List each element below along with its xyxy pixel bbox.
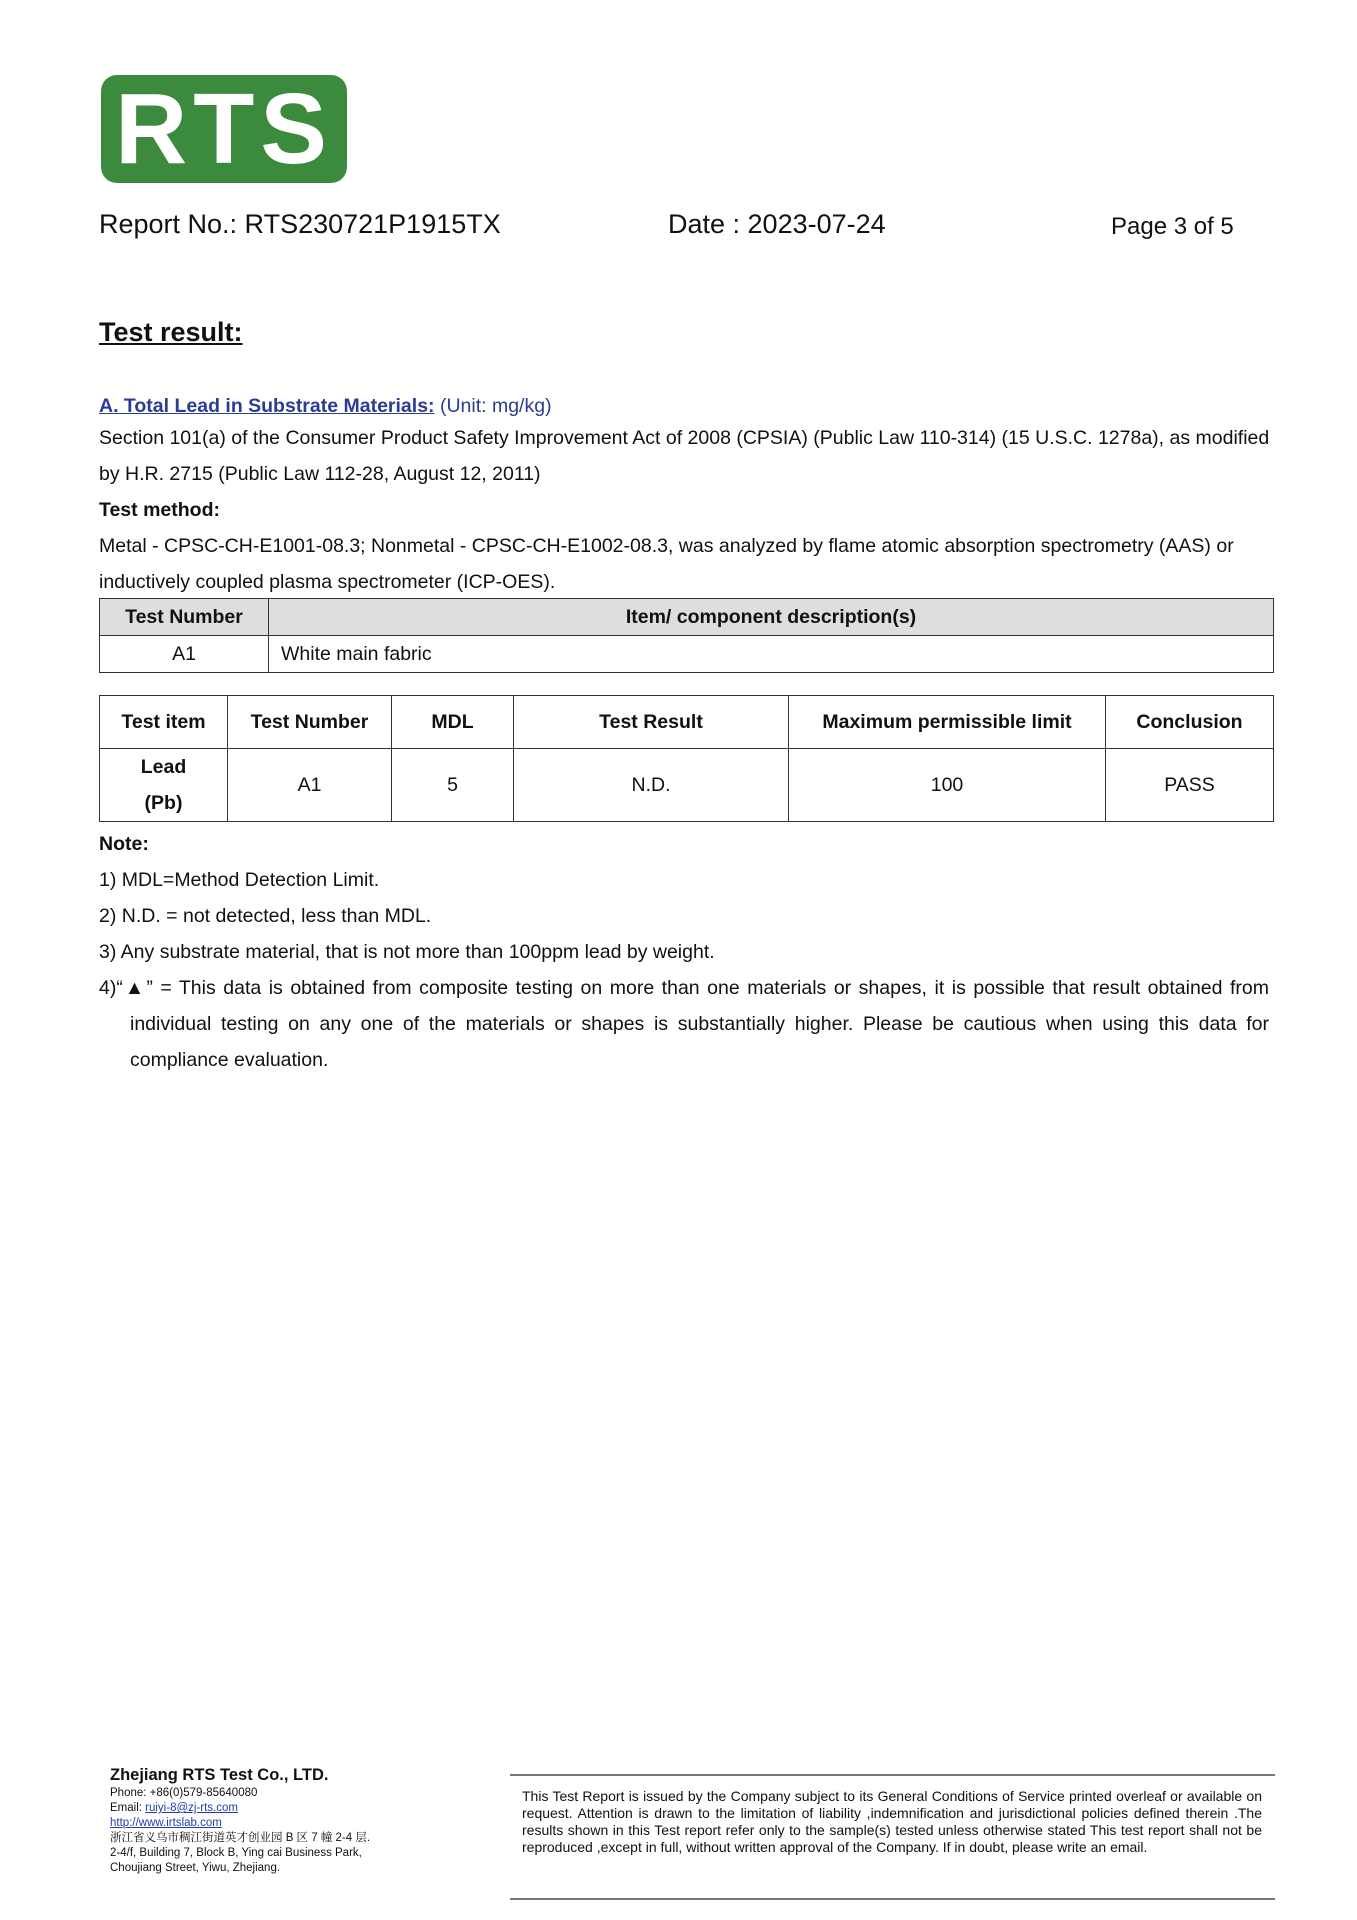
test-item-name: Lead	[140, 756, 187, 778]
footer-email-label: Email:	[110, 1802, 146, 1814]
col-max-limit: Maximum permissible limit	[789, 696, 1106, 749]
footer-contact	[110, 1764, 370, 1876]
col-test-number: Test Number	[228, 696, 392, 749]
result-table	[99, 695, 1274, 822]
report-date: Date : 2023-07-24	[668, 209, 886, 239]
notes-label: Note:	[99, 833, 149, 855]
footer-top-rule	[510, 1774, 1275, 1776]
test-method-label: Test method:	[99, 499, 220, 521]
regulation-text: Section 101(a) of the Consumer Product Safety Improvement Act of 2008 (CPSIA) (Public Law 110-314) (15 U.S.C. 1278a), as modified by H.R. 2715 (Public Law 112-28, August 12, 2011)	[99, 427, 1270, 485]
note-item: 4)“▲” = This data is obtained from composite testing on more than one materials or shapes, it is possible that result obtained from individual testing on any one of the materials or shapes is substantially higher. Please be cautious when using this data for compliance evaluation.	[99, 977, 1269, 1071]
footer-email-link[interactable]: ruiyi-8@zj-rts.com	[145, 1802, 238, 1814]
footer-company-name: Zhejiang RTS Test Co., LTD.	[110, 1766, 329, 1784]
result-mdl: 5	[392, 749, 514, 822]
result-limit: 100	[789, 749, 1106, 822]
section-a-unit: (Unit: mg/kg)	[434, 395, 552, 417]
page-title: Test result:	[99, 317, 243, 347]
page-indicator: Page 3 of 5	[1111, 213, 1234, 240]
footer-phone: Phone: +86(0)579-85640080	[110, 1787, 258, 1799]
footer-address-cn: 浙江省义乌市稠江街道英才创业园 B 区 7 幢 2-4 层.	[110, 1832, 371, 1844]
report-number: Report No.: RTS230721P1915TX	[99, 209, 501, 239]
rts-logo: RTS	[101, 75, 347, 183]
col-item-description: Item/ component description(s)	[269, 599, 1274, 636]
col-conclusion: Conclusion	[1106, 696, 1274, 749]
footer-address-en-2: Choujiang Street, Yiwu, Zhejiang.	[110, 1862, 281, 1874]
note-item: 3) Any substrate material, that is not more than 100ppm lead by weight.	[99, 941, 715, 963]
table-row	[100, 636, 1274, 673]
section-a-heading	[99, 388, 1279, 424]
footer-email-line	[110, 1801, 370, 1816]
result-value: N.D.	[514, 749, 789, 822]
section-a-title: A. Total Lead in Substrate Materials:	[99, 395, 435, 417]
col-test-result: Test Result	[514, 696, 789, 749]
col-mdl: MDL	[392, 696, 514, 749]
sample-table	[99, 598, 1274, 673]
sample-table-header	[100, 599, 1274, 636]
footer-disclaimer: This Test Report is issued by the Company subject to its General Conditions of Service printed overleaf or available on request. Attention is drawn to the limitation of liability ,indemnification and jurisdictional policies defined therein .The results shown in this Test report refer only to the sample(s) tested unless otherwise stated This test report shall not be reproduced ,except in full, without written approval of the Company. If in doubt, please write an email.	[522, 1788, 1262, 1855]
result-test-number: A1	[228, 749, 392, 822]
sample-test-number: A1	[100, 636, 269, 673]
sample-description: White main fabric	[269, 636, 1274, 673]
col-test-item: Test item	[100, 696, 228, 749]
result-table-header	[100, 696, 1274, 749]
table-row	[100, 749, 1274, 822]
notes	[99, 826, 1269, 1078]
footer-bottom-rule	[510, 1898, 1275, 1900]
test-item-symbol: (Pb)	[144, 792, 183, 814]
footer-address-en-1: 2-4/f, Building 7, Block B, Ying cai Business Park,	[110, 1847, 362, 1859]
result-test-item	[100, 749, 228, 822]
note-item: 2) N.D. = not detected, less than MDL.	[99, 905, 432, 927]
note-item: 1) MDL=Method Detection Limit.	[99, 869, 380, 891]
col-test-number: Test Number	[100, 599, 269, 636]
footer-website-link[interactable]: http://www.irtslab.com	[110, 1817, 222, 1829]
test-method-text: Metal - CPSC-CH-E1001-08.3; Nonmetal - CPSC-CH-E1002-08.3, was analyzed by flame atomic absorption spectrometry (AAS) or inductively coupled plasma spectrometer (ICP-OES).	[99, 535, 1234, 593]
result-conclusion: PASS	[1106, 749, 1274, 822]
